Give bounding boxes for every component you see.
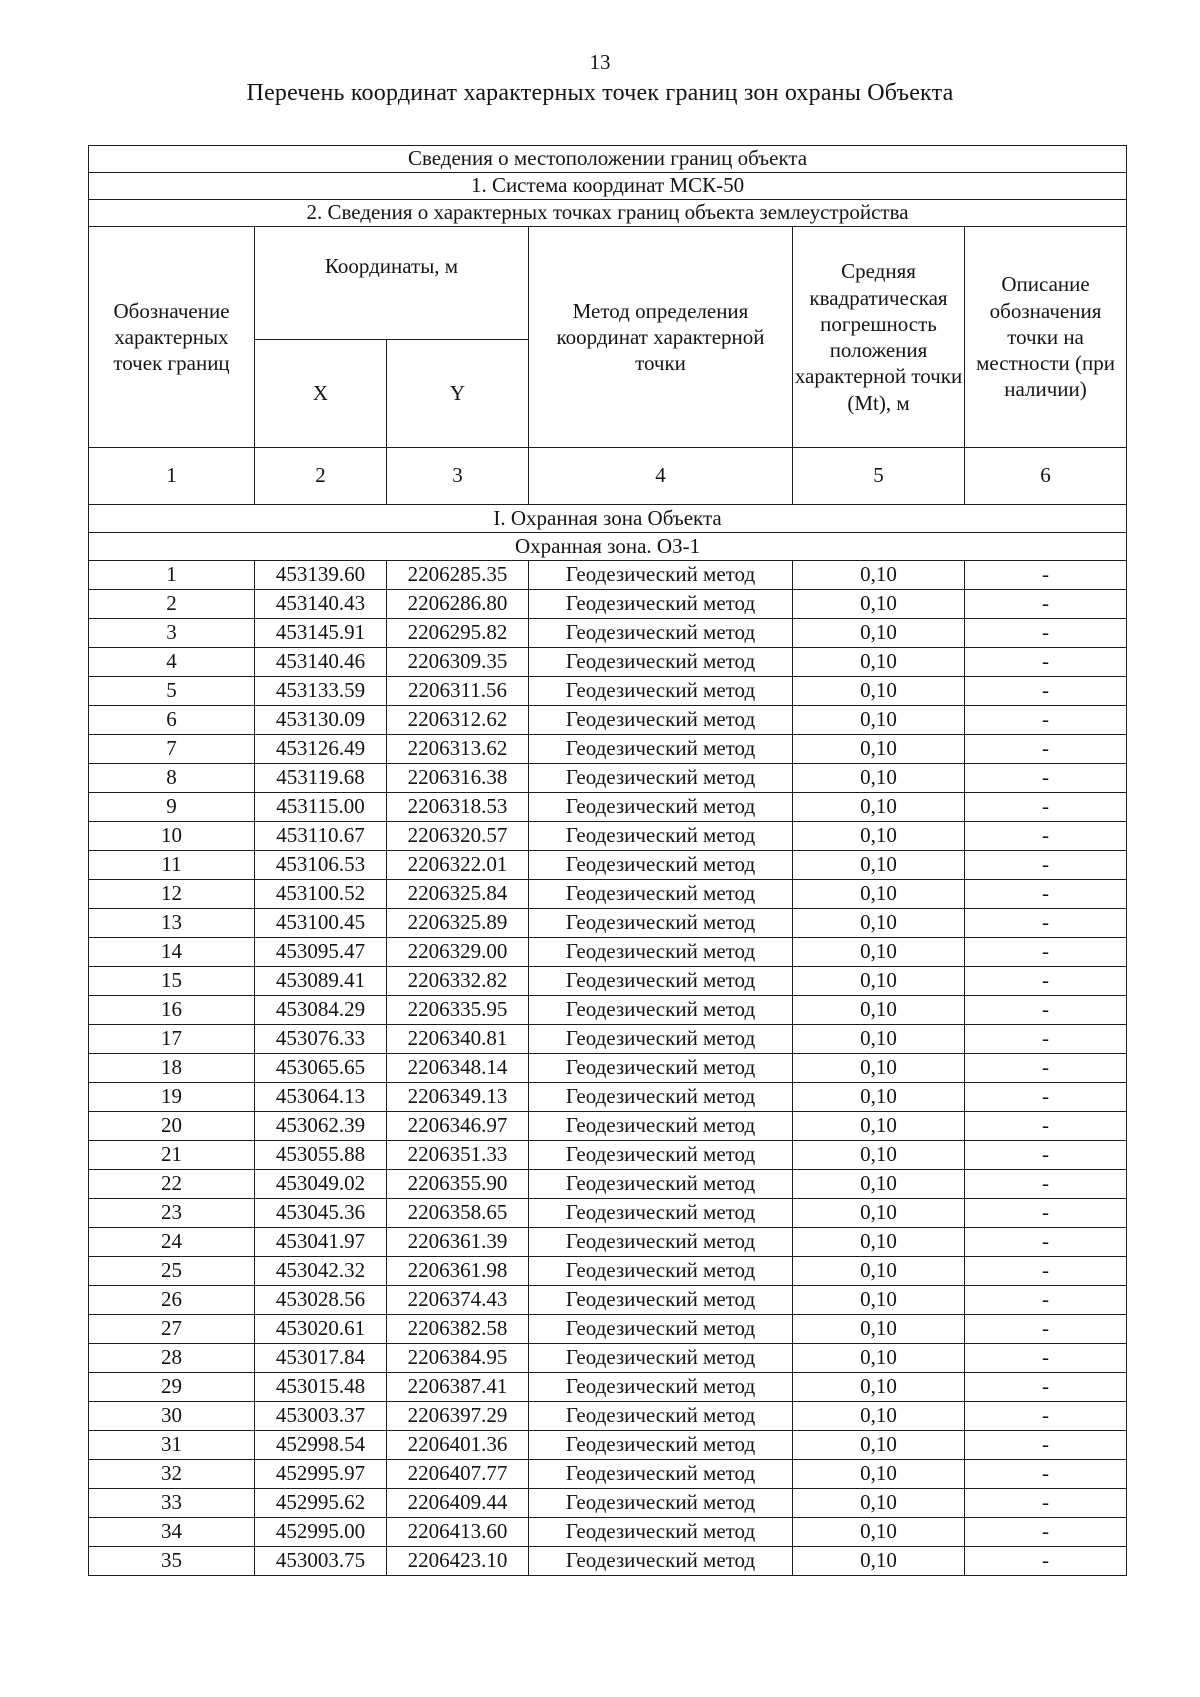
method-cell: Геодезический метод xyxy=(529,1315,793,1344)
table-row xyxy=(89,648,1127,677)
point-number-cell: 19 xyxy=(89,1083,255,1112)
method-cell: Геодезический метод xyxy=(529,1460,793,1489)
table-row xyxy=(89,561,1127,590)
coordinate-x-cell: 453042.32 xyxy=(255,1257,387,1286)
description-cell: - xyxy=(965,706,1127,735)
point-number-cell: 33 xyxy=(89,1489,255,1518)
description-cell: - xyxy=(965,1083,1127,1112)
method-cell: Геодезический метод xyxy=(529,1489,793,1518)
method-cell: Геодезический метод xyxy=(529,793,793,822)
description-cell: - xyxy=(965,764,1127,793)
method-cell: Геодезический метод xyxy=(529,619,793,648)
coordinate-y-cell: 2206387.41 xyxy=(387,1373,529,1402)
coordinate-x-cell: 453045.36 xyxy=(255,1199,387,1228)
error-cell: 0,10 xyxy=(793,1344,965,1373)
description-cell: - xyxy=(965,1518,1127,1547)
method-cell: Геодезический метод xyxy=(529,880,793,909)
error-cell: 0,10 xyxy=(793,561,965,590)
description-cell: - xyxy=(965,1199,1127,1228)
description-cell: - xyxy=(965,822,1127,851)
column-number-5: 5 xyxy=(793,448,965,505)
description-cell: - xyxy=(965,1431,1127,1460)
table-row xyxy=(89,1373,1127,1402)
coordinate-x-cell: 453100.45 xyxy=(255,909,387,938)
method-cell: Геодезический метод xyxy=(529,1257,793,1286)
description-cell: - xyxy=(965,996,1127,1025)
point-number-cell: 28 xyxy=(89,1344,255,1373)
error-cell: 0,10 xyxy=(793,677,965,706)
description-cell: - xyxy=(965,735,1127,764)
table-row xyxy=(89,1054,1127,1083)
table-row xyxy=(89,938,1127,967)
description-cell: - xyxy=(965,880,1127,909)
point-number-cell: 25 xyxy=(89,1257,255,1286)
method-cell: Геодезический метод xyxy=(529,735,793,764)
coordinates-table xyxy=(88,145,1127,1576)
point-number-cell: 5 xyxy=(89,677,255,706)
point-number-cell: 23 xyxy=(89,1199,255,1228)
table-row xyxy=(89,735,1127,764)
coordinate-y-cell: 2206285.35 xyxy=(387,561,529,590)
method-cell: Геодезический метод xyxy=(529,1112,793,1141)
coordinate-y-cell: 2206351.33 xyxy=(387,1141,529,1170)
coordinate-x-cell: 453106.53 xyxy=(255,851,387,880)
coordinate-x-cell: 453139.60 xyxy=(255,561,387,590)
coordinate-y-cell: 2206409.44 xyxy=(387,1489,529,1518)
coordinate-y-cell: 2206382.58 xyxy=(387,1315,529,1344)
coordinate-y-cell: 2206358.65 xyxy=(387,1199,529,1228)
coordinate-x-cell: 453095.47 xyxy=(255,938,387,967)
method-cell: Геодезический метод xyxy=(529,1286,793,1315)
method-cell: Геодезический метод xyxy=(529,1025,793,1054)
coordinate-y-cell: 2206384.95 xyxy=(387,1344,529,1373)
description-cell: - xyxy=(965,1286,1127,1315)
table-row xyxy=(89,822,1127,851)
point-number-cell: 30 xyxy=(89,1402,255,1431)
description-cell: - xyxy=(965,1547,1127,1576)
column-number-3: 3 xyxy=(387,448,529,505)
error-cell: 0,10 xyxy=(793,1489,965,1518)
coordinate-x-cell: 453003.37 xyxy=(255,1402,387,1431)
coordinate-y-cell: 2206355.90 xyxy=(387,1170,529,1199)
point-number-cell: 13 xyxy=(89,909,255,938)
method-cell: Геодезический метод xyxy=(529,1547,793,1576)
coordinate-y-cell: 2206348.14 xyxy=(387,1054,529,1083)
description-cell: - xyxy=(965,1460,1127,1489)
coordinate-x-cell: 452995.00 xyxy=(255,1518,387,1547)
error-cell: 0,10 xyxy=(793,1518,965,1547)
coordinate-y-cell: 2206401.36 xyxy=(387,1431,529,1460)
error-cell: 0,10 xyxy=(793,1025,965,1054)
description-cell: - xyxy=(965,1402,1127,1431)
coordinate-y-cell: 2206313.62 xyxy=(387,735,529,764)
coordinate-y-cell: 2206318.53 xyxy=(387,793,529,822)
table-row xyxy=(89,996,1127,1025)
table-row xyxy=(89,1286,1127,1315)
point-number-cell: 8 xyxy=(89,764,255,793)
coordinate-x-cell: 452998.54 xyxy=(255,1431,387,1460)
document-title: Перечень координат характерных точек границ зон охраны Объекта xyxy=(246,80,954,106)
header-method: Метод определения координат характерной точки xyxy=(529,227,793,448)
point-number-cell: 22 xyxy=(89,1170,255,1199)
point-number-cell: 4 xyxy=(89,648,255,677)
point-number-cell: 16 xyxy=(89,996,255,1025)
error-cell: 0,10 xyxy=(793,1199,965,1228)
table-row xyxy=(89,967,1127,996)
point-number-cell: 1 xyxy=(89,561,255,590)
method-cell: Геодезический метод xyxy=(529,590,793,619)
table-row xyxy=(89,1402,1127,1431)
page-number: 13 xyxy=(589,50,611,74)
header-y: Y xyxy=(387,340,529,448)
error-cell: 0,10 xyxy=(793,706,965,735)
point-number-cell: 9 xyxy=(89,793,255,822)
method-cell: Геодезический метод xyxy=(529,1373,793,1402)
description-cell: - xyxy=(965,793,1127,822)
coordinate-y-cell: 2206286.80 xyxy=(387,590,529,619)
description-cell: - xyxy=(965,1141,1127,1170)
zone-title: I. Охранная зона Объекта xyxy=(89,505,1127,533)
table-row xyxy=(89,1112,1127,1141)
method-cell: Геодезический метод xyxy=(529,851,793,880)
table-row xyxy=(89,1083,1127,1112)
coordinate-x-cell: 453115.00 xyxy=(255,793,387,822)
point-number-cell: 14 xyxy=(89,938,255,967)
coordinate-x-cell: 453084.29 xyxy=(255,996,387,1025)
point-number-cell: 10 xyxy=(89,822,255,851)
description-cell: - xyxy=(965,590,1127,619)
coordinate-x-cell: 453055.88 xyxy=(255,1141,387,1170)
coordinate-y-cell: 2206335.95 xyxy=(387,996,529,1025)
coordinate-x-cell: 452995.62 xyxy=(255,1489,387,1518)
coordinate-y-cell: 2206361.39 xyxy=(387,1228,529,1257)
error-cell: 0,10 xyxy=(793,1257,965,1286)
method-cell: Геодезический метод xyxy=(529,1402,793,1431)
error-cell: 0,10 xyxy=(793,1315,965,1344)
description-cell: - xyxy=(965,967,1127,996)
coordinate-x-cell: 453076.33 xyxy=(255,1025,387,1054)
coordinate-y-cell: 2206397.29 xyxy=(387,1402,529,1431)
method-cell: Геодезический метод xyxy=(529,1199,793,1228)
coordinate-x-cell: 453041.97 xyxy=(255,1228,387,1257)
method-cell: Геодезический метод xyxy=(529,1344,793,1373)
section-header-coordinate-system: 1. Система координат МСК-50 xyxy=(89,173,1127,200)
error-cell: 0,10 xyxy=(793,1547,965,1576)
coordinate-x-cell: 453017.84 xyxy=(255,1344,387,1373)
description-cell: - xyxy=(965,1170,1127,1199)
method-cell: Геодезический метод xyxy=(529,1083,793,1112)
coordinate-y-cell: 2206309.35 xyxy=(387,648,529,677)
error-cell: 0,10 xyxy=(793,648,965,677)
coordinate-x-cell: 453133.59 xyxy=(255,677,387,706)
description-cell: - xyxy=(965,1112,1127,1141)
table-row xyxy=(89,1489,1127,1518)
coordinate-y-cell: 2206340.81 xyxy=(387,1025,529,1054)
section-header-boundaries: Сведения о местоположении границ объекта xyxy=(89,146,1127,173)
table-row xyxy=(89,1315,1127,1344)
coordinate-y-cell: 2206407.77 xyxy=(387,1460,529,1489)
column-number-2: 2 xyxy=(255,448,387,505)
table-row xyxy=(89,793,1127,822)
method-cell: Геодезический метод xyxy=(529,909,793,938)
point-number-cell: 12 xyxy=(89,880,255,909)
description-cell: - xyxy=(965,1315,1127,1344)
description-cell: - xyxy=(965,1054,1127,1083)
coordinate-x-cell: 453049.02 xyxy=(255,1170,387,1199)
method-cell: Геодезический метод xyxy=(529,1518,793,1547)
header-coordinates: Координаты, м xyxy=(255,227,529,340)
table-row xyxy=(89,706,1127,735)
error-cell: 0,10 xyxy=(793,851,965,880)
point-number-cell: 35 xyxy=(89,1547,255,1576)
table-row xyxy=(89,1518,1127,1547)
table-row xyxy=(89,1344,1127,1373)
coordinate-y-cell: 2206325.89 xyxy=(387,909,529,938)
method-cell: Геодезический метод xyxy=(529,706,793,735)
coordinate-y-cell: 2206295.82 xyxy=(387,619,529,648)
coordinate-y-cell: 2206316.38 xyxy=(387,764,529,793)
error-cell: 0,10 xyxy=(793,590,965,619)
subzone-title: Охранная зона. ОЗ-1 xyxy=(89,533,1127,561)
point-number-cell: 17 xyxy=(89,1025,255,1054)
point-number-cell: 15 xyxy=(89,967,255,996)
error-cell: 0,10 xyxy=(793,1460,965,1489)
table-row xyxy=(89,1025,1127,1054)
error-cell: 0,10 xyxy=(793,822,965,851)
point-number-cell: 21 xyxy=(89,1141,255,1170)
description-cell: - xyxy=(965,1373,1127,1402)
method-cell: Геодезический метод xyxy=(529,1431,793,1460)
error-cell: 0,10 xyxy=(793,619,965,648)
table-row xyxy=(89,909,1127,938)
coordinate-x-cell: 453028.56 xyxy=(255,1286,387,1315)
section-header-characteristic-points: 2. Сведения о характерных точках границ объекта землеустройства xyxy=(89,200,1127,227)
error-cell: 0,10 xyxy=(793,996,965,1025)
point-number-cell: 32 xyxy=(89,1460,255,1489)
table-row xyxy=(89,590,1127,619)
error-cell: 0,10 xyxy=(793,1431,965,1460)
coordinate-y-cell: 2206332.82 xyxy=(387,967,529,996)
error-cell: 0,10 xyxy=(793,1112,965,1141)
error-cell: 0,10 xyxy=(793,1228,965,1257)
error-cell: 0,10 xyxy=(793,1286,965,1315)
point-number-cell: 26 xyxy=(89,1286,255,1315)
method-cell: Геодезический метод xyxy=(529,1170,793,1199)
coordinate-y-cell: 2206325.84 xyxy=(387,880,529,909)
point-number-cell: 27 xyxy=(89,1315,255,1344)
coordinate-y-cell: 2206423.10 xyxy=(387,1547,529,1576)
table-row xyxy=(89,677,1127,706)
coordinate-x-cell: 453119.68 xyxy=(255,764,387,793)
description-cell: - xyxy=(965,1257,1127,1286)
method-cell: Геодезический метод xyxy=(529,822,793,851)
method-cell: Геодезический метод xyxy=(529,677,793,706)
coordinate-y-cell: 2206349.13 xyxy=(387,1083,529,1112)
error-cell: 0,10 xyxy=(793,1402,965,1431)
coordinate-x-cell: 453003.75 xyxy=(255,1547,387,1576)
method-cell: Геодезический метод xyxy=(529,764,793,793)
header-x: X xyxy=(255,340,387,448)
error-cell: 0,10 xyxy=(793,793,965,822)
table-row xyxy=(89,1141,1127,1170)
coordinate-y-cell: 2206312.62 xyxy=(387,706,529,735)
column-number-4: 4 xyxy=(529,448,793,505)
header-point-designation: Обозначение характерных точек границ xyxy=(89,227,255,448)
coordinate-x-cell: 453065.65 xyxy=(255,1054,387,1083)
error-cell: 0,10 xyxy=(793,1054,965,1083)
method-cell: Геодезический метод xyxy=(529,1228,793,1257)
coordinate-x-cell: 453015.48 xyxy=(255,1373,387,1402)
description-cell: - xyxy=(965,1344,1127,1373)
method-cell: Геодезический метод xyxy=(529,1141,793,1170)
description-cell: - xyxy=(965,909,1127,938)
error-cell: 0,10 xyxy=(793,1170,965,1199)
coordinate-x-cell: 453089.41 xyxy=(255,967,387,996)
description-cell: - xyxy=(965,648,1127,677)
method-cell: Геодезический метод xyxy=(529,648,793,677)
method-cell: Геодезический метод xyxy=(529,1054,793,1083)
error-cell: 0,10 xyxy=(793,1141,965,1170)
coordinate-x-cell: 452995.97 xyxy=(255,1460,387,1489)
point-number-cell: 2 xyxy=(89,590,255,619)
coordinate-x-cell: 453020.61 xyxy=(255,1315,387,1344)
description-cell: - xyxy=(965,619,1127,648)
description-cell: - xyxy=(965,561,1127,590)
coordinate-y-cell: 2206320.57 xyxy=(387,822,529,851)
coordinate-x-cell: 453064.13 xyxy=(255,1083,387,1112)
point-number-cell: 31 xyxy=(89,1431,255,1460)
description-cell: - xyxy=(965,1025,1127,1054)
point-number-cell: 29 xyxy=(89,1373,255,1402)
coordinate-x-cell: 453140.46 xyxy=(255,648,387,677)
coordinate-y-cell: 2206311.56 xyxy=(387,677,529,706)
description-cell: - xyxy=(965,1228,1127,1257)
coordinate-y-cell: 2206413.60 xyxy=(387,1518,529,1547)
coordinate-x-cell: 453062.39 xyxy=(255,1112,387,1141)
error-cell: 0,10 xyxy=(793,909,965,938)
coordinate-y-cell: 2206374.43 xyxy=(387,1286,529,1315)
coordinate-y-cell: 2206322.01 xyxy=(387,851,529,880)
point-number-cell: 24 xyxy=(89,1228,255,1257)
error-cell: 0,10 xyxy=(793,764,965,793)
column-number-1: 1 xyxy=(89,448,255,505)
coordinate-x-cell: 453110.67 xyxy=(255,822,387,851)
description-cell: - xyxy=(965,938,1127,967)
header-error: Средняя квадратическая погрешность положения характерной точки (Mt), м xyxy=(793,227,965,448)
coordinate-x-cell: 453130.09 xyxy=(255,706,387,735)
description-cell: - xyxy=(965,1489,1127,1518)
point-number-cell: 34 xyxy=(89,1518,255,1547)
coordinate-x-cell: 453126.49 xyxy=(255,735,387,764)
error-cell: 0,10 xyxy=(793,938,965,967)
point-number-cell: 6 xyxy=(89,706,255,735)
column-number-6: 6 xyxy=(965,448,1127,505)
point-number-cell: 20 xyxy=(89,1112,255,1141)
table-row xyxy=(89,1257,1127,1286)
table-row xyxy=(89,1460,1127,1489)
error-cell: 0,10 xyxy=(793,967,965,996)
method-cell: Геодезический метод xyxy=(529,967,793,996)
table-row xyxy=(89,851,1127,880)
coordinate-x-cell: 453145.91 xyxy=(255,619,387,648)
description-cell: - xyxy=(965,851,1127,880)
coordinate-y-cell: 2206346.97 xyxy=(387,1112,529,1141)
table-row xyxy=(89,1547,1127,1576)
coordinate-x-cell: 453140.43 xyxy=(255,590,387,619)
description-cell: - xyxy=(965,677,1127,706)
point-number-cell: 18 xyxy=(89,1054,255,1083)
coordinate-y-cell: 2206329.00 xyxy=(387,938,529,967)
header-description: Описание обозначения точки на местности (при наличии) xyxy=(965,227,1127,448)
table-row xyxy=(89,1431,1127,1460)
coordinate-x-cell: 453100.52 xyxy=(255,880,387,909)
error-cell: 0,10 xyxy=(793,880,965,909)
table-row xyxy=(89,764,1127,793)
table-row xyxy=(89,619,1127,648)
coordinate-y-cell: 2206361.98 xyxy=(387,1257,529,1286)
table-row xyxy=(89,1170,1127,1199)
point-number-cell: 7 xyxy=(89,735,255,764)
error-cell: 0,10 xyxy=(793,1083,965,1112)
point-number-cell: 3 xyxy=(89,619,255,648)
table-row xyxy=(89,1228,1127,1257)
table-row xyxy=(89,880,1127,909)
method-cell: Геодезический метод xyxy=(529,561,793,590)
error-cell: 0,10 xyxy=(793,1373,965,1402)
point-number-cell: 11 xyxy=(89,851,255,880)
table-row xyxy=(89,1199,1127,1228)
method-cell: Геодезический метод xyxy=(529,996,793,1025)
error-cell: 0,10 xyxy=(793,735,965,764)
method-cell: Геодезический метод xyxy=(529,938,793,967)
